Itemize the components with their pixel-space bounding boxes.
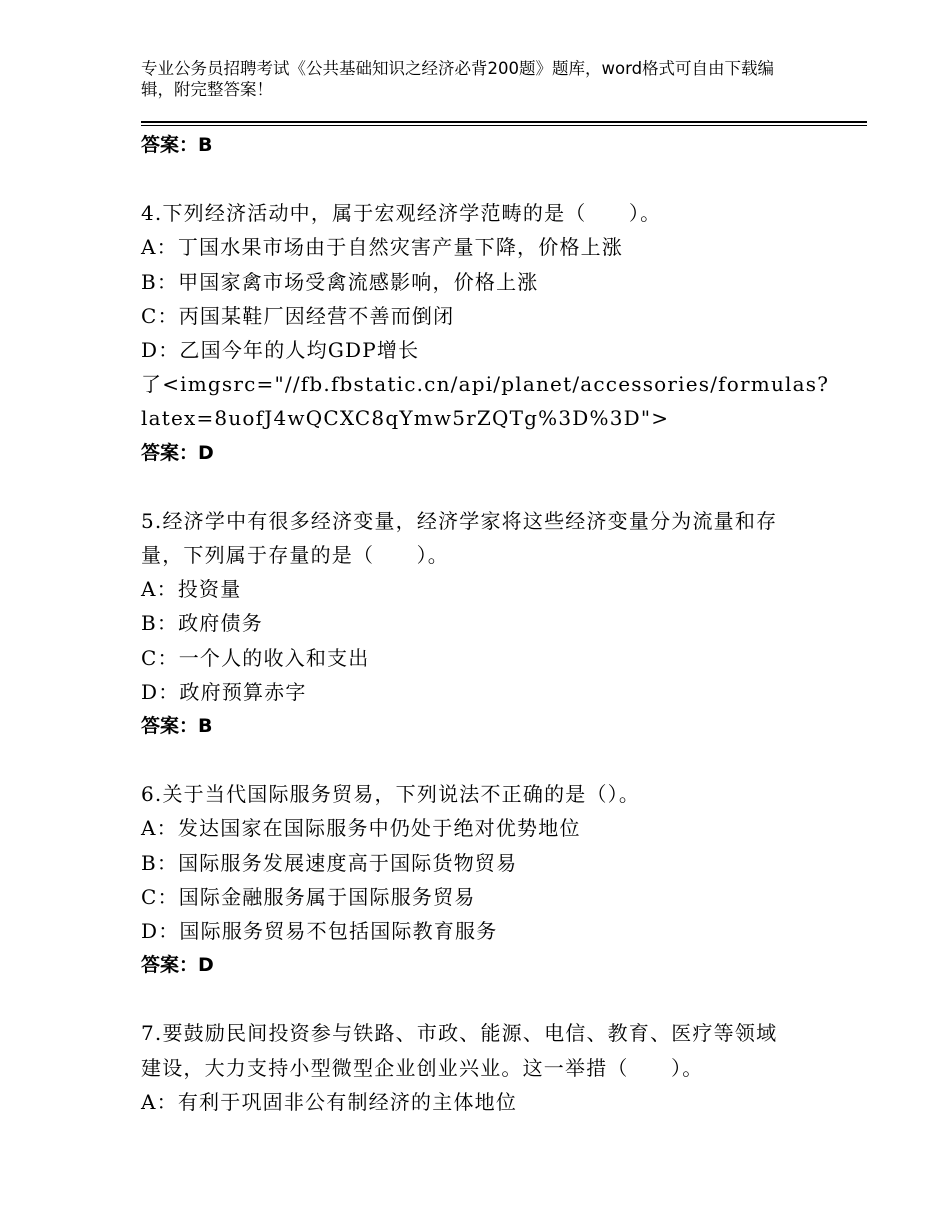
- question-stem: 量，下列属于存量的是（ ）。: [141, 543, 449, 568]
- option-a: A：有利于巩固非公有制经济的主体地位: [141, 1089, 518, 1114]
- answer: 答案：D: [141, 954, 214, 977]
- option-b: B：甲国家禽市场受禽流感影响，价格上涨: [141, 269, 539, 294]
- header-rule: [141, 121, 867, 123]
- answer: 答案：D: [141, 441, 214, 464]
- question-list: [141, 128, 841, 1119]
- option-c: C：一个人的收入和支出: [141, 645, 370, 670]
- option-c: C：国际金融服务属于国际服务贸易: [141, 884, 476, 909]
- extra-text: latex=8uofJ4wQCXC8qYmw5rZQTg%3D%3D">: [141, 406, 670, 431]
- spacer: [141, 470, 841, 504]
- option-a: A：丁国水果市场由于自然灾害产量下降，价格上涨: [141, 235, 624, 260]
- header-rule-thin: [141, 125, 867, 126]
- option-c: C：丙国某鞋厂因经营不善而倒闭: [141, 303, 455, 328]
- answer-prev: 答案：B: [141, 134, 213, 156]
- option-b: B：政府债务: [141, 611, 263, 636]
- page-header: 专业公务员招聘考试《公共基础知识之经济必背200题》题库，word格式可自由下载编辑，附完整答案！: [141, 59, 775, 99]
- question-4: [141, 196, 841, 470]
- option-d: D：国际服务贸易不包括国际教育服务: [141, 919, 498, 944]
- option-d: D：乙国今年的人均GDP增长: [141, 338, 420, 363]
- question-7: [141, 1016, 841, 1119]
- option-a: A：投资量: [141, 577, 242, 602]
- question-stem: 4.下列经济活动中，属于宏观经济学范畴的是（ ）。: [141, 201, 662, 226]
- question-stem: 7.要鼓励民间投资参与铁路、市政、能源、电信、教育、医疗等领域: [141, 1021, 778, 1046]
- spacer: [141, 743, 841, 777]
- extra-text: 了<imgsrc="//fb.fbstatic.cn/api/planet/accessories/formulas?: [141, 372, 830, 397]
- question-stem: 6.关于当代国际服务贸易，下列说法不正确的是（）。: [141, 782, 641, 807]
- option-b: B：国际服务发展速度高于国际货物贸易: [141, 850, 518, 875]
- spacer: [141, 162, 841, 196]
- spacer: [141, 982, 841, 1016]
- question-stem: 建设，大力支持小型微型企业创业兴业。这一举措（ ）。: [141, 1055, 704, 1080]
- answer: 答案：B: [141, 715, 213, 738]
- question-5: [141, 504, 841, 743]
- question-stem: 5.经济学中有很多经济变量，经济学家将这些经济变量分为流量和存: [141, 508, 778, 533]
- option-a: A：发达国家在国际服务中仍处于绝对优势地位: [141, 816, 581, 841]
- question-6: [141, 777, 841, 982]
- option-d: D：政府预算赤字: [141, 679, 307, 704]
